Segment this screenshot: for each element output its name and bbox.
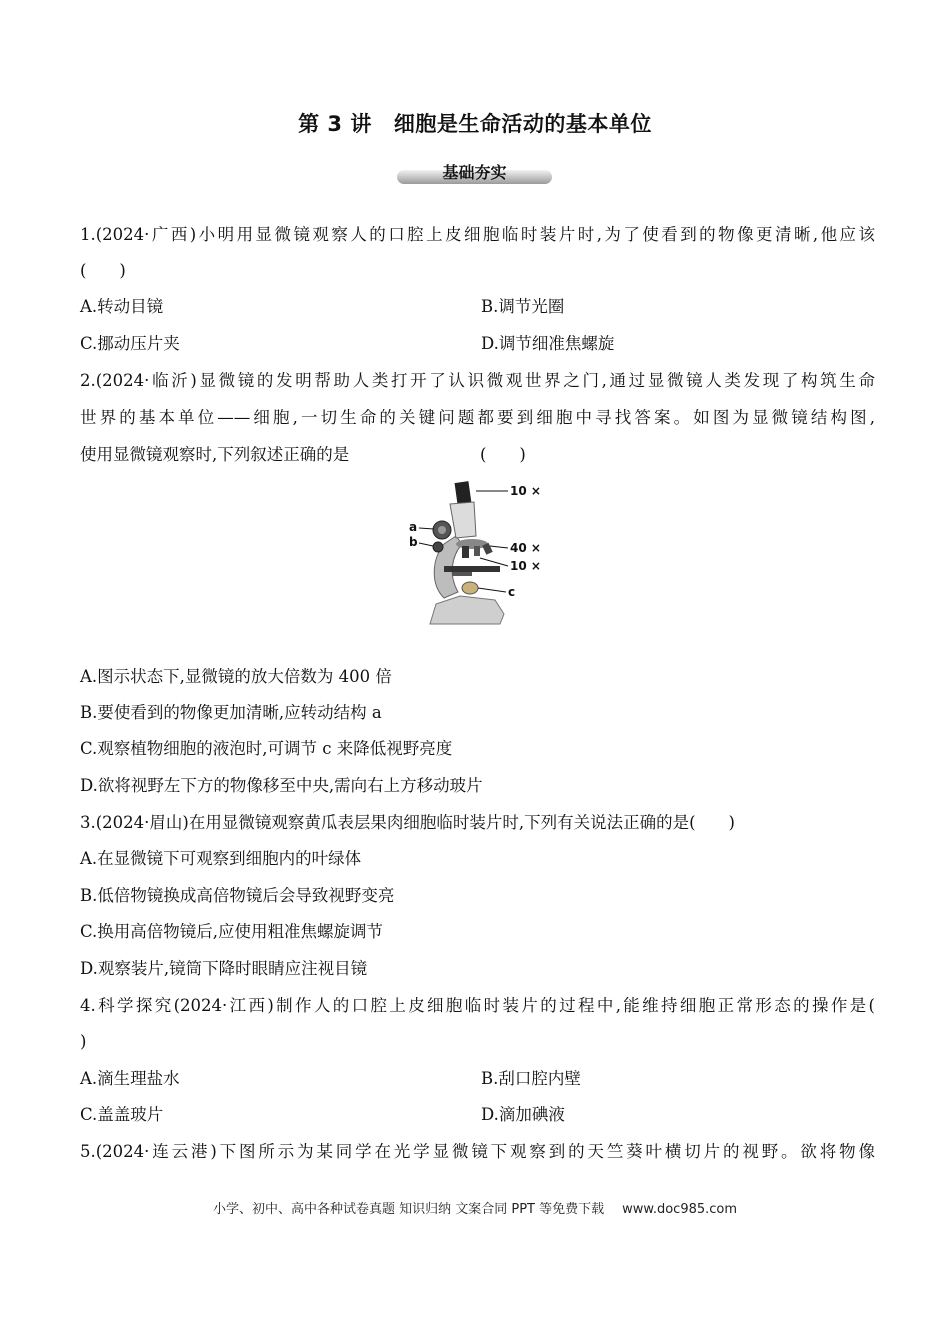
q2-answer-bracket: ( ): [480, 445, 526, 464]
lesson-title: 细胞是生命活动的基本单位: [393, 112, 652, 136]
q4-stem-line1: 4.科学探究(2024·江西)制作人的口腔上皮细胞临时装片的过程中,能维持细胞正常形态的操作是(: [80, 996, 875, 1015]
q3-option-c: C.换用高倍物镜后,应使用粗准焦螺旋调节: [80, 922, 384, 941]
label-b: b: [409, 535, 418, 549]
q4-option-d: D.滴加碘液: [481, 1105, 565, 1124]
q1-answer-bracket: ( ): [80, 261, 126, 280]
q2-option-b: B.要使看到的物像更加清晰,应转动结构 a: [80, 703, 382, 722]
microscope-icon: [400, 474, 560, 634]
q4-option-b: B.刮口腔内壁: [481, 1069, 581, 1088]
q4-stem-line2: ): [80, 1032, 87, 1051]
q3-stem: 3.(2024·眉山)在用显微镜观察黄瓜表层果肉细胞临时装片时,下列有关说法正确的是( ): [80, 813, 735, 832]
q2-stem-line1: 2.(2024·临沂)显微镜的发明帮助人类打开了认识微观世界之门,通过显微镜人类发现了构筑生命: [80, 371, 875, 390]
section-header: [397, 160, 552, 186]
label-c: c: [508, 585, 516, 599]
label-objective-high: 40 ×: [510, 541, 541, 555]
q1-option-b: B.调节光圈: [481, 297, 565, 316]
q1-option-c: C.挪动压片夹: [80, 334, 180, 353]
q2-stem-line2: 世界的基本单位——细胞,一切生命的关键问题都要到细胞中寻找答案。如图为显微镜结构图,: [80, 408, 875, 427]
q3-option-d: D.观察装片,镜筒下降时眼睛应注视目镜: [80, 959, 368, 978]
q4-option-c: C.盖盖玻片: [80, 1105, 164, 1124]
page-footer: [0, 1198, 950, 1217]
q1-stem-line1: 1.(2024·广西)小明用显微镜观察人的口腔上皮细胞临时装片时,为了使看到的物像更清晰,他应该: [80, 225, 875, 244]
q1-option-a: A.转动目镜: [80, 297, 164, 316]
label-objective-low: 10 ×: [510, 559, 541, 573]
footer-text: 小学、初中、高中各种试卷真题 知识归纳 文案合同 PPT 等免费下载: [212, 1202, 605, 1217]
section-label: 基础夯实: [442, 163, 507, 182]
q4-option-a: A.滴生理盐水: [80, 1069, 180, 1088]
microscope-figure: [400, 474, 560, 634]
q3-option-b: B.低倍物镜换成高倍物镜后会导致视野变亮: [80, 886, 395, 905]
label-a: a: [409, 520, 418, 534]
q2-option-c: C.观察植物细胞的液泡时,可调节 c 来降低视野亮度: [80, 739, 453, 758]
q1-option-d: D.调节细准焦螺旋: [481, 334, 615, 353]
q3-option-a: A.在显微镜下可观察到细胞内的叶绿体: [80, 849, 362, 868]
q5-stem-line1: 5.(2024·连云港)下图所示为某同学在光学显微镜下观察到的天竺葵叶横切片的视野。欲将物像: [80, 1142, 875, 1161]
label-eyepiece: 10 ×: [510, 484, 541, 498]
lesson-number: 第 3 讲: [298, 112, 372, 136]
footer-url[interactable]: www.doc985.com: [622, 1202, 738, 1217]
page-title: [0, 108, 950, 138]
q2-option-a: A.图示状态下,显微镜的放大倍数为 400 倍: [80, 667, 392, 686]
q2-stem-line3: 使用显微镜观察时,下列叙述正确的是: [80, 445, 350, 464]
q2-option-d: D.欲将视野左下方的物像移至中央,需向右上方移动玻片: [80, 776, 483, 795]
